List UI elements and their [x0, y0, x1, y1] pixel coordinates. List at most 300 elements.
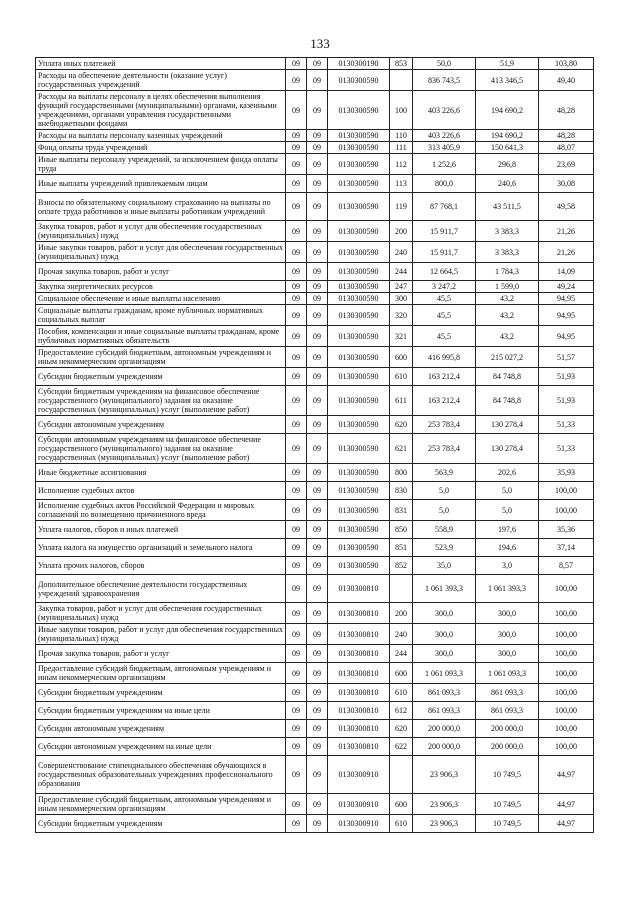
- page-number: 133: [310, 36, 330, 51]
- executed-amount: 861 093,3: [476, 684, 539, 702]
- executed-amount: 300,0: [476, 603, 539, 624]
- executed-amount: 43,2: [476, 326, 539, 347]
- expense-type-code: 611: [390, 386, 413, 416]
- row-description: Субсидии бюджетным учреждениям: [36, 684, 286, 702]
- target-article-code: 0130300590: [328, 70, 390, 91]
- row-description: Субсидии автономным учреждениям: [36, 720, 286, 738]
- row-description: Иные закупки товаров, работ и услуг для обеспечения государственных (муниципальных) нужд: [36, 624, 286, 645]
- subsection-code: 09: [307, 368, 328, 386]
- target-article-code: 0130300590: [328, 539, 390, 557]
- execution-percent: 48,07: [539, 142, 594, 154]
- planned-amount: 23 906,3: [413, 794, 476, 815]
- target-article-code: 0130300810: [328, 575, 390, 603]
- executed-amount: 413 346,5: [476, 70, 539, 91]
- planned-amount: 313 405,9: [413, 142, 476, 154]
- execution-percent: 100,00: [539, 482, 594, 500]
- table-body: [36, 58, 594, 833]
- subsection-code: 09: [307, 175, 328, 193]
- table-row: [36, 557, 594, 575]
- section-code: 09: [286, 142, 307, 154]
- expense-type-code: 320: [390, 305, 413, 326]
- planned-amount: 5,0: [413, 482, 476, 500]
- subsection-code: 09: [307, 464, 328, 482]
- executed-amount: 300,0: [476, 645, 539, 663]
- planned-amount: 200 000,0: [413, 738, 476, 756]
- subsection-code: 09: [307, 500, 328, 521]
- subsection-code: 09: [307, 624, 328, 645]
- executed-amount: 240,6: [476, 175, 539, 193]
- execution-percent: 23,69: [539, 154, 594, 175]
- execution-percent: 14,09: [539, 263, 594, 281]
- section-code: 09: [286, 557, 307, 575]
- section-code: 09: [286, 738, 307, 756]
- planned-amount: 836 743,5: [413, 70, 476, 91]
- planned-amount: 800,0: [413, 175, 476, 193]
- target-article-code: 0130300590: [328, 130, 390, 142]
- target-article-code: 0130300810: [328, 663, 390, 684]
- executed-amount: 84 748,8: [476, 368, 539, 386]
- row-description: Пособия, компенсации и иные социальные выплаты гражданам, кроме публичных нормативных обязательств: [36, 326, 286, 347]
- row-description: Иные закупки товаров, работ и услуг для обеспечения государственных (муниципальных) нужд: [36, 242, 286, 263]
- row-description: Социальное обеспечение и иные выплаты населению: [36, 293, 286, 305]
- row-description: Иные выплаты персоналу учреждений, за исключением фонда оплаты труда: [36, 154, 286, 175]
- target-article-code: 0130300590: [328, 175, 390, 193]
- target-article-code: 0130300590: [328, 142, 390, 154]
- execution-percent: 48,28: [539, 130, 594, 142]
- table-row: [36, 684, 594, 702]
- execution-percent: 100,00: [539, 663, 594, 684]
- execution-percent: 49,40: [539, 70, 594, 91]
- executed-amount: 197,6: [476, 521, 539, 539]
- planned-amount: 558,9: [413, 521, 476, 539]
- expense-type-code: 111: [390, 142, 413, 154]
- row-description: Закупка энергетических ресурсов: [36, 281, 286, 293]
- subsection-code: 09: [307, 58, 328, 70]
- row-description: Предоставление субсидий бюджетным, автономным учреждениям и иным некоммерческим организациям: [36, 794, 286, 815]
- section-code: 09: [286, 347, 307, 368]
- execution-percent: 100,00: [539, 738, 594, 756]
- execution-percent: 35,93: [539, 464, 594, 482]
- executed-amount: 194,6: [476, 539, 539, 557]
- execution-percent: 51,57: [539, 347, 594, 368]
- row-description: Прочая закупка товаров, работ и услуг: [36, 645, 286, 663]
- table-row: [36, 326, 594, 347]
- section-code: 09: [286, 720, 307, 738]
- table-row: [36, 242, 594, 263]
- row-description: Иные выплаты учреждений привлекаемым лицам: [36, 175, 286, 193]
- executed-amount: 130 278,4: [476, 416, 539, 434]
- target-article-code: 0130300590: [328, 500, 390, 521]
- table-row: [36, 305, 594, 326]
- executed-amount: 84 748,8: [476, 386, 539, 416]
- target-article-code: 0130300590: [328, 416, 390, 434]
- expense-type-code: 321: [390, 326, 413, 347]
- table-row: [36, 521, 594, 539]
- execution-percent: 94,95: [539, 293, 594, 305]
- subsection-code: 09: [307, 794, 328, 815]
- table-row: [36, 193, 594, 221]
- target-article-code: 0130300590: [328, 557, 390, 575]
- expense-type-code: 851: [390, 539, 413, 557]
- planned-amount: 15 911,7: [413, 242, 476, 263]
- row-description: Субсидии бюджетным учреждениям: [36, 368, 286, 386]
- target-article-code: 0130300590: [328, 464, 390, 482]
- executed-amount: 130 278,4: [476, 434, 539, 464]
- subsection-code: 09: [307, 326, 328, 347]
- planned-amount: 253 783,4: [413, 416, 476, 434]
- subsection-code: 09: [307, 281, 328, 293]
- execution-percent: 44,97: [539, 794, 594, 815]
- planned-amount: 12 664,5: [413, 263, 476, 281]
- target-article-code: 0130300910: [328, 756, 390, 794]
- execution-percent: 8,57: [539, 557, 594, 575]
- expense-type-code: 100: [390, 91, 413, 130]
- section-code: 09: [286, 416, 307, 434]
- planned-amount: 15 911,7: [413, 221, 476, 242]
- section-code: 09: [286, 464, 307, 482]
- target-article-code: 0130300590: [328, 242, 390, 263]
- planned-amount: 45,5: [413, 293, 476, 305]
- table-row: [36, 221, 594, 242]
- row-description: Субсидии бюджетным учреждениям на иные цели: [36, 702, 286, 720]
- subsection-code: 09: [307, 347, 328, 368]
- planned-amount: 200 000,0: [413, 720, 476, 738]
- subsection-code: 09: [307, 193, 328, 221]
- subsection-code: 09: [307, 539, 328, 557]
- expense-type-code: 200: [390, 221, 413, 242]
- executed-amount: 1 784,3: [476, 263, 539, 281]
- expense-type-code: 300: [390, 293, 413, 305]
- section-code: 09: [286, 221, 307, 242]
- subsection-code: 09: [307, 263, 328, 281]
- row-description: Субсидии автономным учреждениям на иные цели: [36, 738, 286, 756]
- target-article-code: 0130300590: [328, 221, 390, 242]
- execution-percent: 51,93: [539, 368, 594, 386]
- row-description: Предоставление субсидий бюджетным, автономным учреждениям и иным некоммерческим организациям: [36, 347, 286, 368]
- section-code: 09: [286, 281, 307, 293]
- expense-type-code: 113: [390, 175, 413, 193]
- section-code: 09: [286, 434, 307, 464]
- row-description: Исполнение судебных актов Российской Федерации и мировых соглашений по возмещению причиненного вреда: [36, 500, 286, 521]
- expense-type-code: 600: [390, 663, 413, 684]
- subsection-code: 09: [307, 154, 328, 175]
- subsection-code: 09: [307, 756, 328, 794]
- executed-amount: 1 061 393,3: [476, 575, 539, 603]
- section-code: 09: [286, 242, 307, 263]
- budget-execution-table: [35, 57, 594, 833]
- subsection-code: 09: [307, 305, 328, 326]
- section-code: 09: [286, 263, 307, 281]
- table-row: [36, 142, 594, 154]
- subsection-code: 09: [307, 142, 328, 154]
- planned-amount: 416 995,8: [413, 347, 476, 368]
- planned-amount: 163 212,4: [413, 368, 476, 386]
- table-row: [36, 702, 594, 720]
- expense-type-code: 830: [390, 482, 413, 500]
- executed-amount: 43 511,5: [476, 193, 539, 221]
- row-description: Расходы на обеспечение деятельности (оказание услуг) государственных учреждений: [36, 70, 286, 91]
- table-row: [36, 464, 594, 482]
- row-description: Социальные выплаты гражданам, кроме публичных нормативных социальных выплат: [36, 305, 286, 326]
- expense-type-code: 850: [390, 521, 413, 539]
- row-description: Дополнительное обеспечение деятельности государственных учреждений здравоохранения: [36, 575, 286, 603]
- target-article-code: 0130300590: [328, 368, 390, 386]
- row-description: Закупка товаров, работ и услуг для обеспечения государственных (муниципальных) нужд: [36, 221, 286, 242]
- planned-amount: 403 226,6: [413, 91, 476, 130]
- table-row: [36, 154, 594, 175]
- executed-amount: 300,0: [476, 624, 539, 645]
- executed-amount: 202,6: [476, 464, 539, 482]
- execution-percent: 35,36: [539, 521, 594, 539]
- table-row: [36, 482, 594, 500]
- executed-amount: 10 749,5: [476, 794, 539, 815]
- execution-percent: 21,26: [539, 242, 594, 263]
- table-row: [36, 175, 594, 193]
- expense-type-code: 600: [390, 794, 413, 815]
- execution-percent: 94,95: [539, 326, 594, 347]
- section-code: 09: [286, 684, 307, 702]
- row-description: Закупка товаров, работ и услуг для обеспечения государственных (муниципальных) нужд: [36, 603, 286, 624]
- row-description: Уплата прочих налогов, сборов: [36, 557, 286, 575]
- execution-percent: 51,33: [539, 434, 594, 464]
- execution-percent: 100,00: [539, 624, 594, 645]
- section-code: 09: [286, 70, 307, 91]
- table-row: [36, 130, 594, 142]
- expense-type-code: 119: [390, 193, 413, 221]
- row-description: Совершенствование стипендиального обеспечения обучающихся в государственных образовательных учреждениях профессионального образования: [36, 756, 286, 794]
- target-article-code: 0130300810: [328, 603, 390, 624]
- table-row: [36, 815, 594, 833]
- row-description: Исполнение судебных актов: [36, 482, 286, 500]
- expense-type-code: 612: [390, 702, 413, 720]
- execution-percent: 100,00: [539, 575, 594, 603]
- section-code: 09: [286, 305, 307, 326]
- executed-amount: 861 093,3: [476, 702, 539, 720]
- target-article-code: 0130300590: [328, 305, 390, 326]
- subsection-code: 09: [307, 386, 328, 416]
- subsection-code: 09: [307, 91, 328, 130]
- planned-amount: 300,0: [413, 603, 476, 624]
- table-row: [36, 263, 594, 281]
- planned-amount: 300,0: [413, 645, 476, 663]
- planned-amount: 87 768,1: [413, 193, 476, 221]
- subsection-code: 09: [307, 521, 328, 539]
- target-article-code: 0130300590: [328, 482, 390, 500]
- target-article-code: 0130300590: [328, 521, 390, 539]
- executed-amount: 296,8: [476, 154, 539, 175]
- planned-amount: 5,0: [413, 500, 476, 521]
- executed-amount: 3,0: [476, 557, 539, 575]
- expense-type-code: [390, 575, 413, 603]
- row-description: Предоставление субсидий бюджетным, автономным учреждениям и иным некоммерческим организациям: [36, 663, 286, 684]
- subsection-code: 09: [307, 684, 328, 702]
- subsection-code: 09: [307, 482, 328, 500]
- execution-percent: 100,00: [539, 702, 594, 720]
- subsection-code: 09: [307, 221, 328, 242]
- executed-amount: 3 383,3: [476, 221, 539, 242]
- row-description: Взносы по обязательному социальному страхованию на выплаты по оплате труда работников и иные выплаты работникам учреждений: [36, 193, 286, 221]
- table-row: [36, 416, 594, 434]
- table-row: [36, 720, 594, 738]
- target-article-code: 0130300810: [328, 684, 390, 702]
- planned-amount: 1 252,6: [413, 154, 476, 175]
- execution-percent: 100,00: [539, 603, 594, 624]
- planned-amount: 861 093,3: [413, 702, 476, 720]
- table-row: [36, 663, 594, 684]
- expense-type-code: 800: [390, 464, 413, 482]
- section-code: 09: [286, 539, 307, 557]
- expense-type-code: [390, 756, 413, 794]
- executed-amount: 150 641,3: [476, 142, 539, 154]
- target-article-code: 0130300590: [328, 263, 390, 281]
- expense-type-code: 852: [390, 557, 413, 575]
- expense-type-code: 247: [390, 281, 413, 293]
- execution-percent: 94,95: [539, 305, 594, 326]
- execution-percent: 100,00: [539, 684, 594, 702]
- expense-type-code: 621: [390, 434, 413, 464]
- table-row: [36, 539, 594, 557]
- executed-amount: 215 027,2: [476, 347, 539, 368]
- executed-amount: 10 749,5: [476, 815, 539, 833]
- row-description: Уплата налогов, сборов и иных платежей: [36, 521, 286, 539]
- executed-amount: 200 000,0: [476, 720, 539, 738]
- subsection-code: 09: [307, 434, 328, 464]
- section-code: 09: [286, 603, 307, 624]
- planned-amount: 45,5: [413, 305, 476, 326]
- executed-amount: 43,2: [476, 293, 539, 305]
- execution-percent: 49,58: [539, 193, 594, 221]
- table-row: [36, 794, 594, 815]
- execution-percent: 21,26: [539, 221, 594, 242]
- section-code: 09: [286, 500, 307, 521]
- table-row: [36, 575, 594, 603]
- planned-amount: 23 906,3: [413, 756, 476, 794]
- planned-amount: 1 061 393,3: [413, 575, 476, 603]
- expense-type-code: 240: [390, 624, 413, 645]
- execution-percent: 48,28: [539, 91, 594, 130]
- table-row: [36, 738, 594, 756]
- table-row: [36, 386, 594, 416]
- executed-amount: 3 383,3: [476, 242, 539, 263]
- execution-percent: 37,14: [539, 539, 594, 557]
- subsection-code: 09: [307, 663, 328, 684]
- row-description: Субсидии бюджетным учреждениям: [36, 815, 286, 833]
- target-article-code: 0130300910: [328, 794, 390, 815]
- subsection-code: 09: [307, 557, 328, 575]
- section-code: 09: [286, 58, 307, 70]
- execution-percent: 30,08: [539, 175, 594, 193]
- row-description: Расходы на выплаты персоналу в целях обеспечения выполнения функций государственными (муниципальными) органами, казенными учреждениями, органами управления государственными внебюджетными фондами: [36, 91, 286, 130]
- table-row: [36, 58, 594, 70]
- section-code: 09: [286, 815, 307, 833]
- table-row: [36, 645, 594, 663]
- section-code: 09: [286, 624, 307, 645]
- section-code: 09: [286, 386, 307, 416]
- target-article-code: 0130300590: [328, 386, 390, 416]
- target-article-code: 0130300590: [328, 326, 390, 347]
- target-article-code: 0130300590: [328, 193, 390, 221]
- section-code: 09: [286, 794, 307, 815]
- expense-type-code: 853: [390, 58, 413, 70]
- executed-amount: 51,9: [476, 58, 539, 70]
- executed-amount: 5,0: [476, 482, 539, 500]
- section-code: 09: [286, 368, 307, 386]
- expense-type-code: 112: [390, 154, 413, 175]
- subsection-code: 09: [307, 293, 328, 305]
- target-article-code: 0130300810: [328, 624, 390, 645]
- row-description: Иные бюджетные ассигнования: [36, 464, 286, 482]
- row-description: Субсидии автономным учреждениям: [36, 416, 286, 434]
- planned-amount: 50,0: [413, 58, 476, 70]
- table-row: [36, 500, 594, 521]
- target-article-code: 0130300810: [328, 720, 390, 738]
- target-article-code: 0130300810: [328, 645, 390, 663]
- subsection-code: 09: [307, 70, 328, 91]
- row-description: Уплата иных платежей: [36, 58, 286, 70]
- subsection-code: 09: [307, 130, 328, 142]
- planned-amount: 403 226,6: [413, 130, 476, 142]
- table-row: [36, 368, 594, 386]
- expense-type-code: 622: [390, 738, 413, 756]
- executed-amount: 43,2: [476, 305, 539, 326]
- planned-amount: 3 247,2: [413, 281, 476, 293]
- section-code: 09: [286, 756, 307, 794]
- expense-type-code: 620: [390, 416, 413, 434]
- expense-type-code: 110: [390, 130, 413, 142]
- subsection-code: 09: [307, 720, 328, 738]
- section-code: 09: [286, 326, 307, 347]
- execution-percent: 100,00: [539, 645, 594, 663]
- execution-percent: 51,93: [539, 386, 594, 416]
- expense-type-code: 600: [390, 347, 413, 368]
- expense-type-code: 610: [390, 368, 413, 386]
- expense-type-code: 620: [390, 720, 413, 738]
- target-article-code: 0130300590: [328, 91, 390, 130]
- subsection-code: 09: [307, 603, 328, 624]
- target-article-code: 0130300910: [328, 815, 390, 833]
- expense-type-code: 244: [390, 263, 413, 281]
- planned-amount: 163 212,4: [413, 386, 476, 416]
- row-description: Уплата налога на имущество организаций и земельного налога: [36, 539, 286, 557]
- executed-amount: 5,0: [476, 500, 539, 521]
- section-code: 09: [286, 91, 307, 130]
- executed-amount: 194 690,2: [476, 130, 539, 142]
- executed-amount: 200 000,0: [476, 738, 539, 756]
- table-row: [36, 434, 594, 464]
- target-article-code: 0130300810: [328, 702, 390, 720]
- executed-amount: 1 061 093,3: [476, 663, 539, 684]
- row-description: Фонд оплаты труда учреждений: [36, 142, 286, 154]
- row-description: Субсидии бюджетным учреждениям на финансовое обеспечение государственного (муниципального) задания на оказание государственных (муниципальных) услуг (выполнение работ): [36, 386, 286, 416]
- section-code: 09: [286, 521, 307, 539]
- expense-type-code: 610: [390, 684, 413, 702]
- executed-amount: 10 749,5: [476, 756, 539, 794]
- section-code: 09: [286, 175, 307, 193]
- subsection-code: 09: [307, 575, 328, 603]
- row-description: Расходы на выплаты персоналу казенных учреждений: [36, 130, 286, 142]
- planned-amount: 253 783,4: [413, 434, 476, 464]
- target-article-code: 0130300190: [328, 58, 390, 70]
- subsection-code: 09: [307, 702, 328, 720]
- section-code: 09: [286, 130, 307, 142]
- execution-percent: 44,97: [539, 756, 594, 794]
- target-article-code: 0130300590: [328, 347, 390, 368]
- execution-percent: 44,97: [539, 815, 594, 833]
- planned-amount: 1 061 093,3: [413, 663, 476, 684]
- execution-percent: 100,00: [539, 500, 594, 521]
- target-article-code: 0130300590: [328, 154, 390, 175]
- execution-percent: 49,24: [539, 281, 594, 293]
